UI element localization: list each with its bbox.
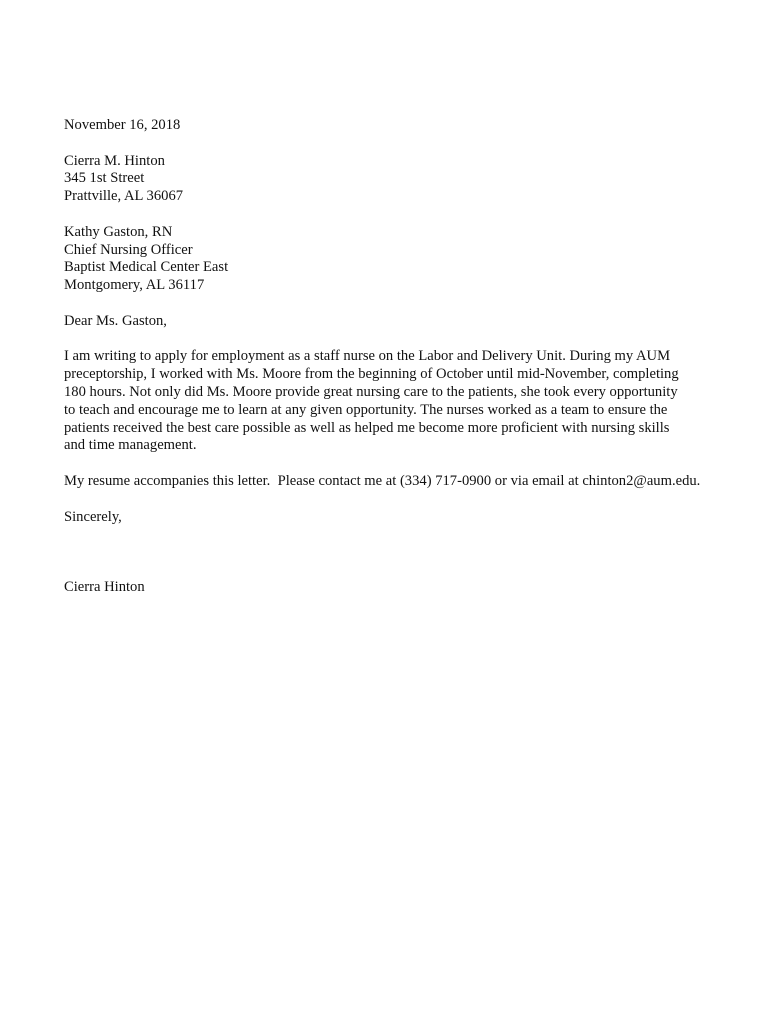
body-paragraph-1-line: 180 hours. Not only did Ms. Moore provide great nursing care to the patients, she took every opportunity — [64, 383, 678, 400]
recipient-name: Kathy Gaston, RN — [64, 223, 173, 240]
signature-name: Cierra Hinton — [64, 579, 145, 596]
cover-letter — [64, 117, 724, 597]
closing: Sincerely, — [64, 508, 122, 525]
recipient-city-state-zip: Montgomery, AL 36117 — [64, 277, 205, 294]
closing-block — [64, 509, 724, 527]
salutation-block — [64, 313, 724, 331]
sender-name: Cierra M. Hinton — [64, 152, 165, 169]
recipient-organization: Baptist Medical Center East — [64, 259, 229, 276]
body-paragraph-1 — [64, 348, 724, 455]
body-paragraph-2-text: My resume accompanies this letter. Please contact me at (334) 717-0900 or via email at chinton2@aum.edu. — [64, 472, 701, 489]
body-paragraph-2 — [64, 473, 724, 491]
recipient-title: Chief Nursing Officer — [64, 241, 193, 258]
sender-city-state-zip: Prattville, AL 36067 — [64, 188, 184, 205]
body-paragraph-1-line: to teach and encourage me to learn at any given opportunity. The nurses worked as a team to ensure the — [64, 401, 668, 418]
letter-date: November 16, 2018 — [64, 117, 181, 133]
sender-address — [64, 153, 724, 206]
signature-block — [64, 579, 724, 597]
sender-street: 345 1st Street — [64, 170, 145, 187]
signature-space — [64, 526, 724, 579]
body-paragraph-1-line: preceptorship, I worked with Ms. Moore from the beginning of October until mid-November, completing — [64, 366, 679, 383]
body-paragraph-1-line: I am writing to apply for employment as a staff nurse on the Labor and Delivery Unit. During my AUM — [64, 348, 671, 365]
recipient-address — [64, 224, 724, 295]
body-paragraph-1-line: and time management. — [64, 437, 197, 454]
letter-date-block — [64, 117, 724, 135]
body-paragraph-1-line: patients received the best care possible as well as helped me become more proficient with nursing skills — [64, 419, 670, 436]
salutation: Dear Ms. Gaston, — [64, 312, 167, 329]
